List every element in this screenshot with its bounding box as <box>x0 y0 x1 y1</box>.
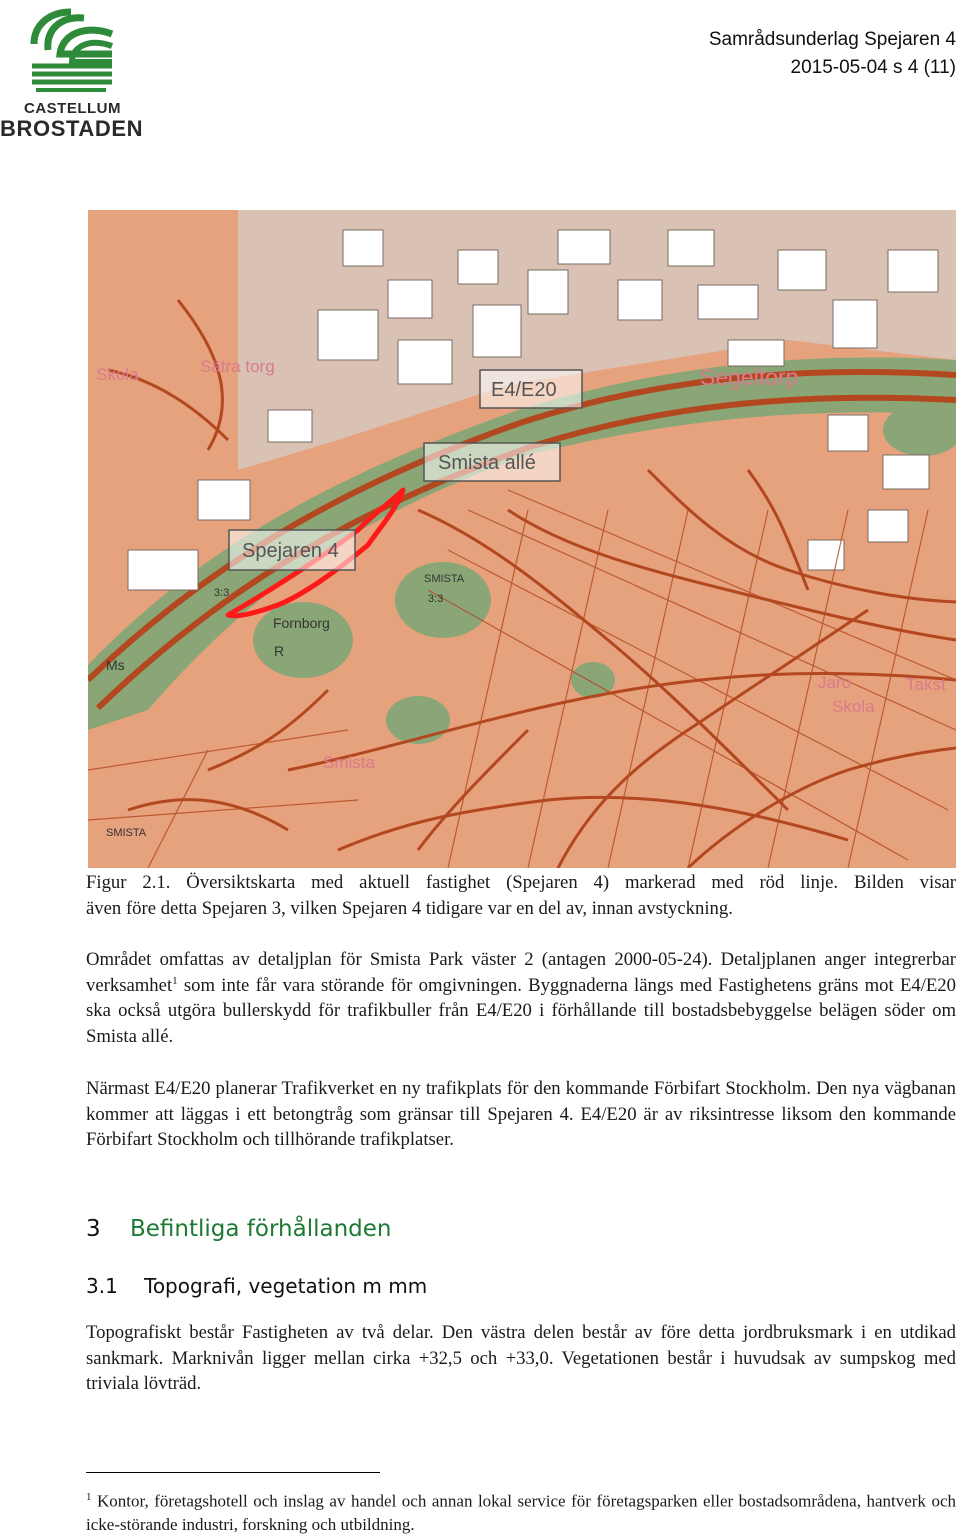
footnote-number: 1 <box>86 1491 92 1503</box>
document-header <box>709 26 956 82</box>
overview-map <box>88 210 956 868</box>
map-graphic <box>88 210 956 868</box>
heading-3-text: Befintliga förhållanden <box>130 1216 392 1242</box>
figure-caption <box>86 870 956 921</box>
heading-3-number: 3 <box>86 1216 101 1242</box>
caption-line-1: Figur 2.1. Översiktskarta med aktuell fastighet (Spejaren 4) markerad med röd linje. Bilden visar <box>86 872 956 893</box>
map-label-fornborg: Fornborg <box>273 615 330 631</box>
map-label-takst: Takst <box>906 675 946 694</box>
caption-line-2: även före detta Spejaren 3, vilken Spejaren 4 tidigare var en del av, innan avstyckning. <box>86 897 733 919</box>
map-label-satra-torg: Sätra torg <box>200 357 275 376</box>
paragraph-detaljplan <box>86 947 956 1049</box>
map-label-skola-west: Skola <box>96 365 139 384</box>
map-label-3-3-b: 3:3 <box>214 587 230 599</box>
map-label-r: R <box>274 643 285 659</box>
castellum-brostaden-logo <box>0 4 150 144</box>
map-label-smista-small: SMISTA <box>424 573 465 585</box>
header-title: Samrådsunderlag Spejaren 4 <box>708 29 956 50</box>
castellum-swirl-icon <box>26 4 116 94</box>
para1-text-b: som inte får vara störande för omgivningen. Byggnaderna längs med Fastighetens gräns mot E4/E20 ska också utgöra bullerskydd för trafikbuller från E4/E20 i förhållande till bostadsbebyggelse belägen söder om Smista allé. <box>86 974 956 1047</box>
map-label-jaro: Jaro <box>818 673 852 692</box>
footnote-separator <box>86 1472 380 1473</box>
map-label-segeltorp: Segeltorp <box>700 364 799 390</box>
heading-3-1-number: 3.1 <box>86 1274 118 1298</box>
paragraph-topografi: Topografiskt består Fastigheten av två delar. Den västra delen består av före detta jordbruksmark i en utdikad sankmark. Marknivån ligger mellan cirka +32,5 och +33,0. Vegetationen består i huvudsak av sumpskog med triviala lövträd. <box>86 1322 956 1395</box>
paragraph-trafikverket: Närmast E4/E20 planerar Trafikverket en ny trafikplats för den kommande Förbifart Stockholm. Den nya vägbanan kommer att läggas i ett betongtråg som gränsar till Spejaren 4. E4/E20 är av riksintresse liksom den kommande Förbifart Stockholm och tillhörande trafikplatser. <box>86 1078 956 1151</box>
header-date-page: 2015-05-04 s 4 (11) <box>790 57 956 78</box>
para1-text-a: Området omfattas av detaljplan för Smista Park väster 2 (antagen 2000-05-24). Detaljplanen anger integrerbar verksamhet <box>86 949 956 996</box>
footnote-ref: 1 <box>172 974 178 987</box>
map-label-3-3-a: 3:3 <box>428 593 444 605</box>
section-heading-3-1 <box>86 1274 427 1298</box>
footnote-text: Kontor, företagshotell och inslag av handel och annan lokal service för företagsparken eller bostadsområdena, hantverk och icke-störande industri, forskning och utbildning. <box>86 1491 956 1534</box>
map-label-smista-alle: Smista allé <box>438 452 536 474</box>
logo-line-2: BROSTADEN <box>0 116 144 141</box>
map-label-spejaren-4: Spejaren 4 <box>242 540 339 562</box>
map-label-smista-sw: SMISTA <box>106 827 147 839</box>
section-heading-3 <box>86 1216 391 1242</box>
map-label-ms: Ms <box>106 657 125 673</box>
heading-3-1-text: Topografi, vegetation m mm <box>144 1274 428 1298</box>
map-label-smista-south: Smista <box>323 753 375 772</box>
map-label-e4-e20: E4/E20 <box>491 379 557 401</box>
logo-line-1: CASTELLUM <box>24 100 121 117</box>
map-label-skola-east: Skola <box>832 697 875 716</box>
footnote <box>86 1486 956 1536</box>
